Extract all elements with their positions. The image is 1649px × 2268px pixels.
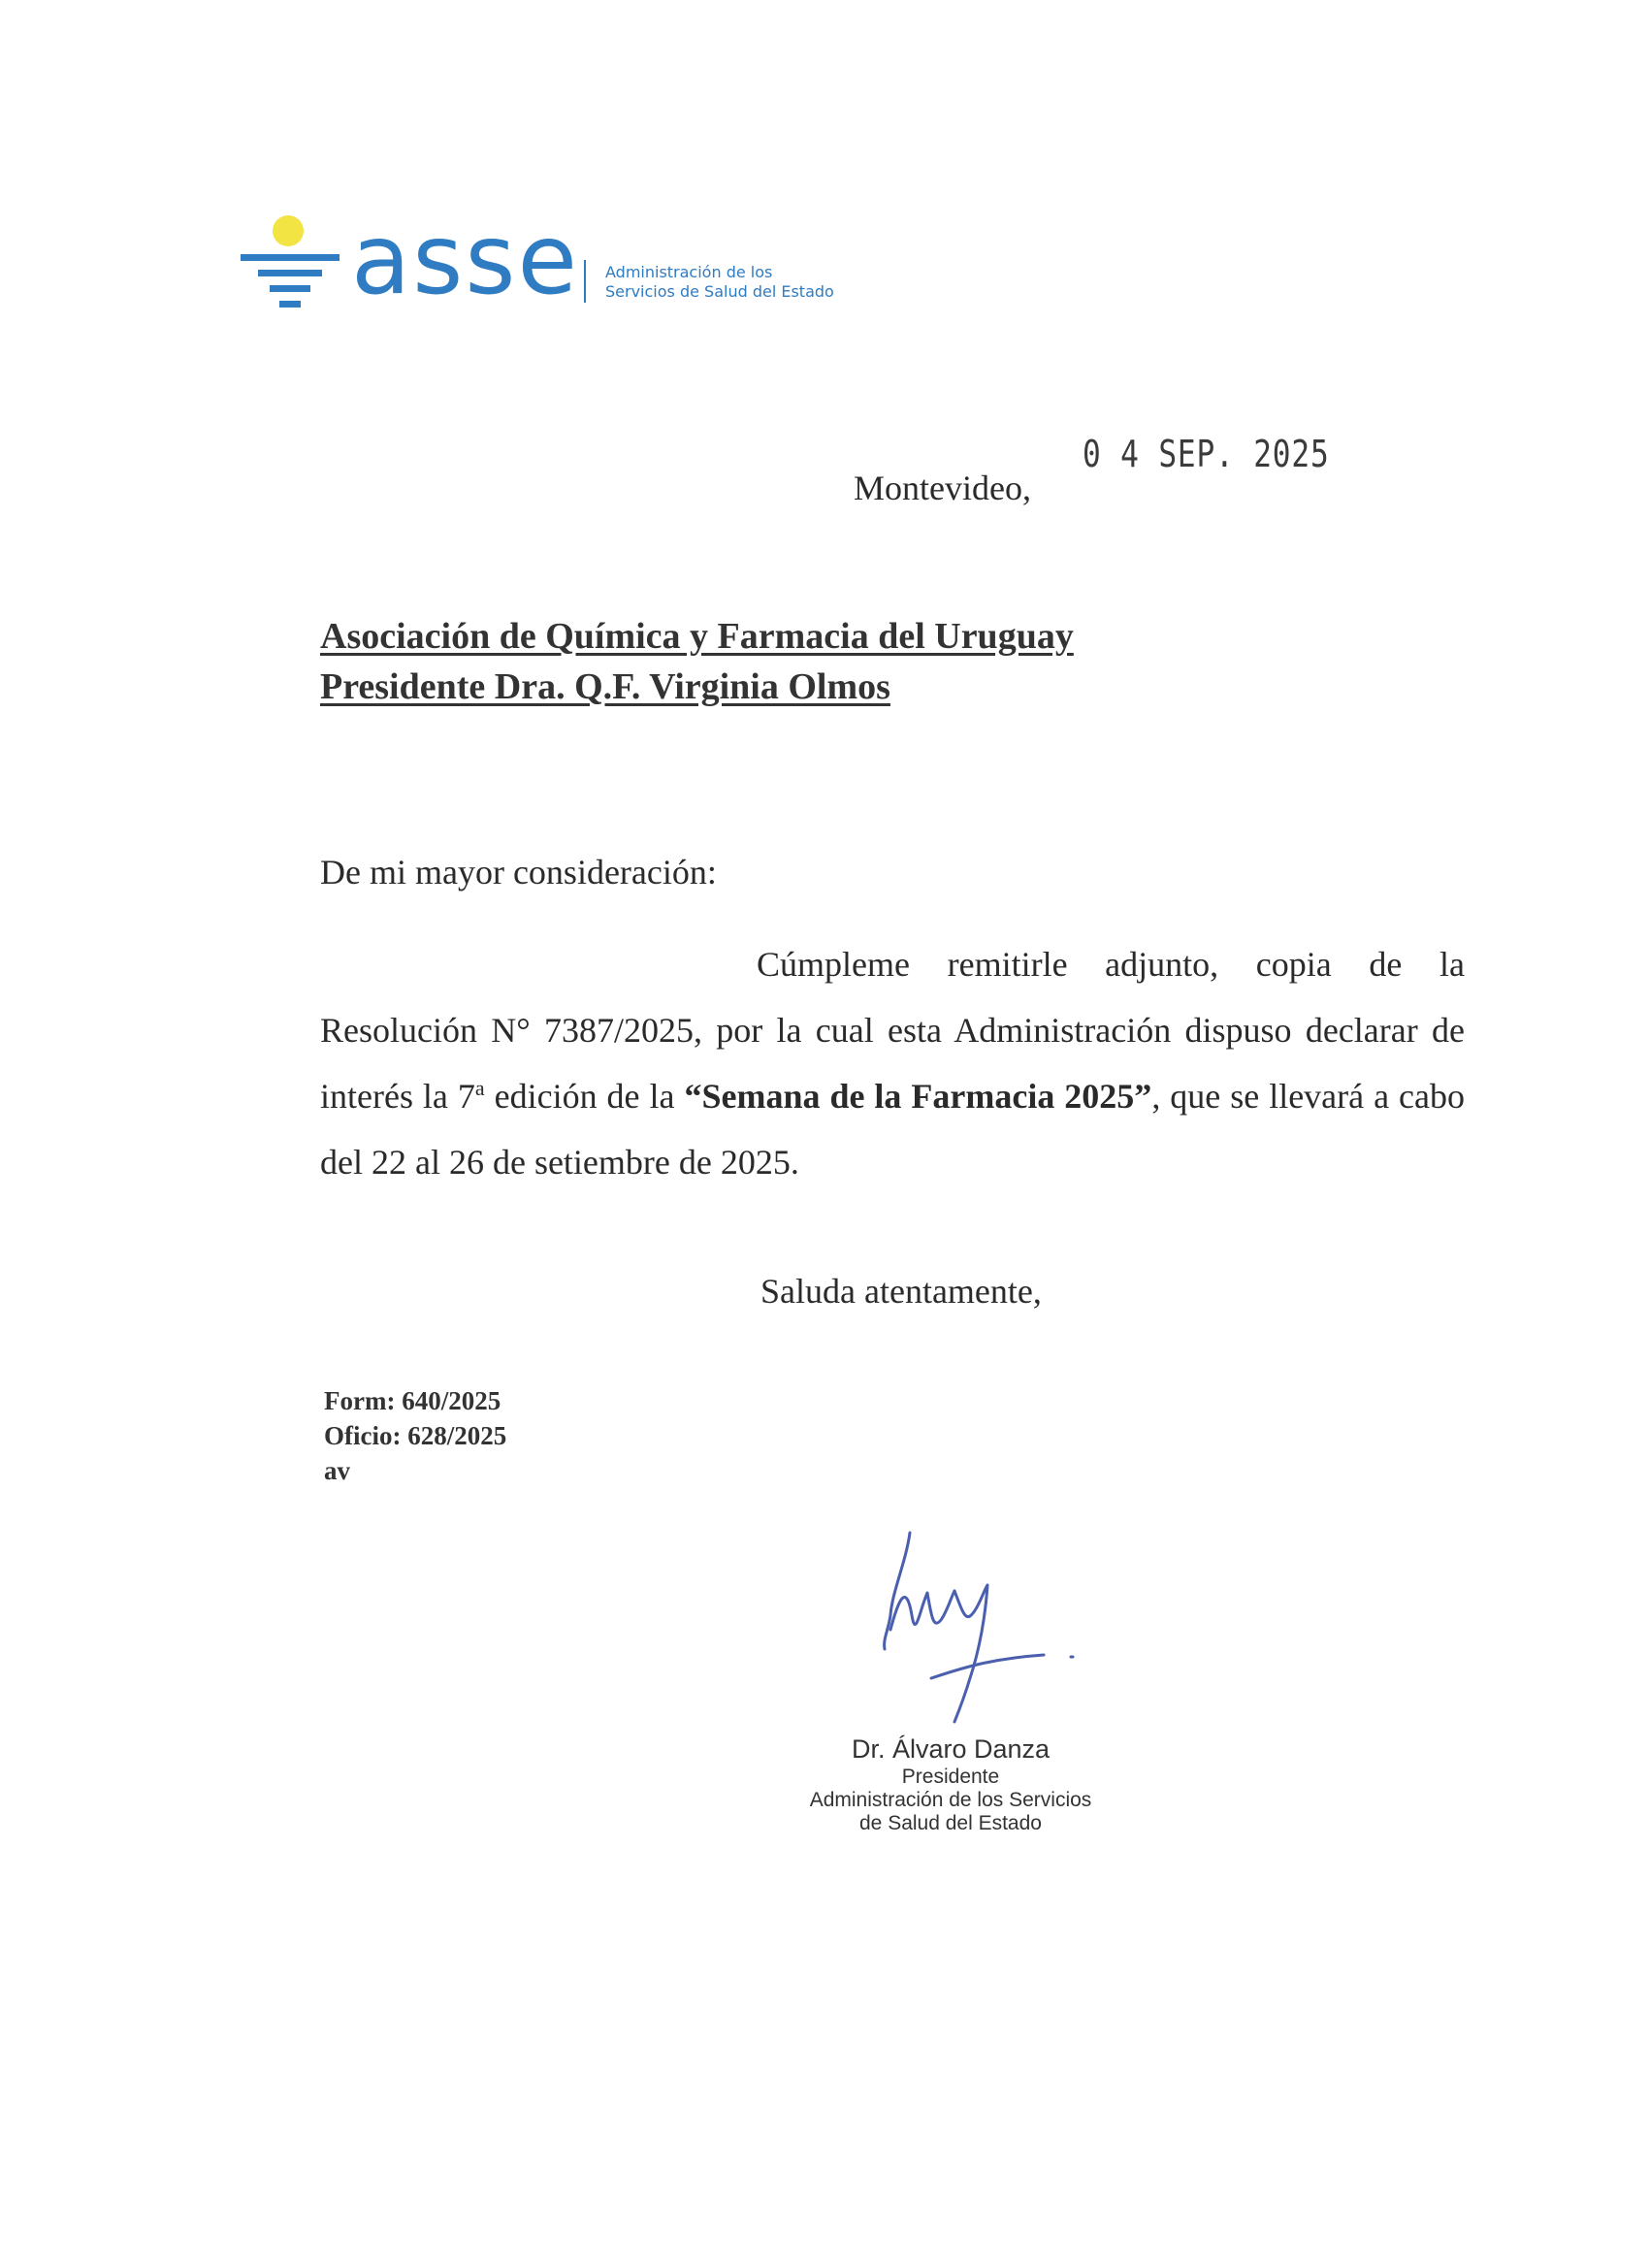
closing-line: Saluda atentamente,: [760, 1272, 1042, 1311]
logo-subtitle-line2: Servicios de Salud del Estado: [605, 282, 834, 301]
recipient-block: [320, 611, 1074, 712]
body-text-part3: , que se llevará a cabo del 22 al 26 de setiembre de 2025.: [320, 1077, 1465, 1182]
recipient-organization: Asociación de Química y Farmacia del Uruguay: [320, 616, 1074, 657]
logo-subtitle: [605, 263, 834, 302]
logo-wordmark: asse: [351, 203, 580, 316]
logo-subtitle-line1: Administración de los: [605, 263, 773, 281]
city-label: Montevideo,: [854, 469, 1031, 507]
signer-title: Presidente: [901, 1766, 1000, 1788]
sun-lines-icon: [237, 211, 353, 318]
reference-block: [324, 1383, 506, 1488]
ordinal-superscript: a: [474, 1076, 485, 1100]
form-number: Form: 640/2025: [324, 1386, 501, 1415]
asse-logo: [237, 203, 867, 318]
signer-name: Dr. Álvaro Danza: [851, 1734, 1051, 1764]
body-text-part1: Cúmpleme remitirle adjunto, copia de la Resolución N° 7387/2025, por la cual esta Administración dispuso declarar de interés la 7: [320, 945, 1465, 1116]
event-name: “Semana de la Farmacia 2025”: [684, 1077, 1152, 1116]
handwritten-signature: [863, 1523, 1096, 1756]
date-stamp: 0 4 SEP. 2025: [1083, 433, 1330, 475]
logo-divider: [584, 260, 586, 303]
typist-initials: av: [324, 1456, 350, 1485]
oficio-number: Oficio: 628/2025: [324, 1421, 507, 1450]
signer-org-line1: Administración de los Servicios: [809, 1789, 1092, 1811]
signer-block: [795, 1733, 1106, 1835]
body-paragraph: [320, 931, 1465, 1195]
signer-org-line2: de Salud del Estado: [859, 1812, 1042, 1834]
body-text-part2: edición de la: [484, 1077, 685, 1116]
greeting: De mi mayor consideración:: [320, 853, 717, 891]
recipient-person: Presidente Dra. Q.F. Virginia Olmos: [320, 666, 890, 707]
